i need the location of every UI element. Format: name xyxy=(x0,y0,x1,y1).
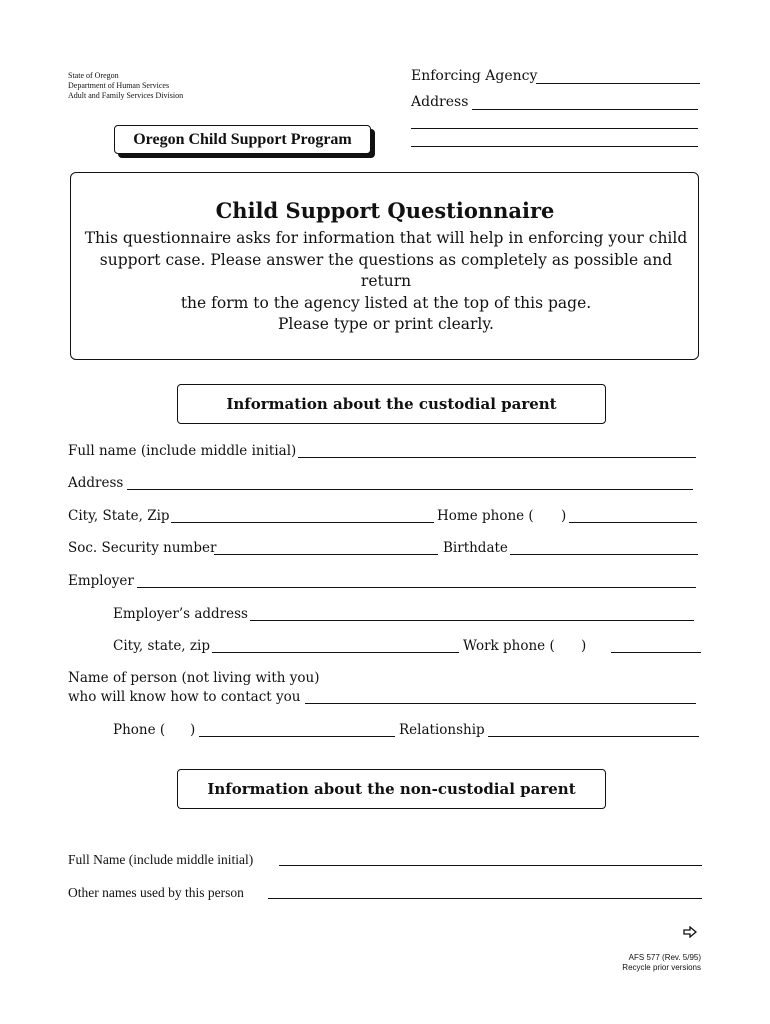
other-names-field[interactable] xyxy=(268,898,702,899)
arrow-right-icon xyxy=(683,926,697,942)
relationship-label: Relationship xyxy=(399,722,485,738)
contact-phone-paren: ) xyxy=(190,722,196,738)
form-footer xyxy=(622,953,701,973)
custodial-address-label: Address xyxy=(68,475,124,491)
employer-city-label: City, state, zip xyxy=(113,638,210,654)
contact-label-line-2: who will know how to contact you xyxy=(68,689,301,705)
enforcing-agency-label: Enforcing Agency xyxy=(411,68,538,84)
noncustodial-section-heading: Information about the non-custodial parent xyxy=(177,769,606,809)
employer-address-field[interactable] xyxy=(250,620,694,621)
contact-label-line-1: Name of person (not living with you) xyxy=(68,670,320,686)
other-names-label: Other names used by this person xyxy=(68,885,244,900)
birthdate-field[interactable] xyxy=(510,554,698,555)
recycle-note: Recycle prior versions xyxy=(622,963,701,972)
employer-city-field[interactable] xyxy=(212,652,459,653)
employer-address-label: Employer’s address xyxy=(113,606,248,622)
home-phone-paren: ) xyxy=(561,508,567,524)
contact-phone-field[interactable] xyxy=(199,736,395,737)
work-phone-label: Work phone ( xyxy=(463,638,555,654)
employer-field[interactable] xyxy=(137,587,696,588)
contact-phone-label: Phone ( xyxy=(113,722,166,738)
intro-line-1: This questionnaire asks for information that will help in enforcing your child xyxy=(84,229,688,247)
page-title: Child Support Questionnaire xyxy=(215,198,555,223)
address-label: Address xyxy=(411,94,469,110)
relationship-field[interactable] xyxy=(488,736,699,737)
agency-address-field-2[interactable] xyxy=(411,128,698,129)
form-number: AFS 577 (Rev. 5/95) xyxy=(628,953,701,962)
intro-text xyxy=(76,228,696,336)
work-phone-paren: ) xyxy=(581,638,587,654)
agency-line-3: Adult and Family Services Division xyxy=(68,91,184,100)
home-phone-field[interactable] xyxy=(569,522,697,523)
ssn-field[interactable] xyxy=(214,554,438,555)
intro-line-3: the form to the agency listed at the top of this page. xyxy=(180,293,592,312)
agency-line-1: State of Oregon xyxy=(68,71,119,80)
custodial-address-field[interactable] xyxy=(127,489,693,490)
noncustodial-full-name-field[interactable] xyxy=(279,865,702,866)
home-phone-label: Home phone ( xyxy=(437,508,534,524)
ssn-label: Soc. Security number xyxy=(68,540,217,556)
agency-address-field-1[interactable] xyxy=(472,109,698,110)
program-title: Oregon Child Support Program xyxy=(114,125,371,154)
work-phone-field[interactable] xyxy=(611,652,701,653)
custodial-full-name-field[interactable] xyxy=(298,457,696,458)
agency-line-2: Department of Human Services xyxy=(68,81,170,90)
intro-line-4: Please type or print clearly. xyxy=(277,315,494,333)
custodial-city-field[interactable] xyxy=(171,522,434,523)
agency-address-field-3[interactable] xyxy=(411,146,698,147)
custodial-city-label: City, State, Zip xyxy=(68,508,170,524)
custodial-section-heading: Information about the custodial parent xyxy=(177,384,606,424)
employer-label: Employer xyxy=(68,573,134,589)
birthdate-label: Birthdate xyxy=(443,540,508,556)
agency-block xyxy=(68,71,183,101)
custodial-full-name-label: Full name (include middle initial) xyxy=(68,443,297,459)
intro-line-2: support case. Please answer the questions as completely as possible and return xyxy=(99,250,673,290)
contact-person-field[interactable] xyxy=(305,703,696,704)
noncustodial-full-name-label: Full Name (include middle initial) xyxy=(68,852,254,867)
enforcing-agency-field[interactable] xyxy=(536,83,700,84)
